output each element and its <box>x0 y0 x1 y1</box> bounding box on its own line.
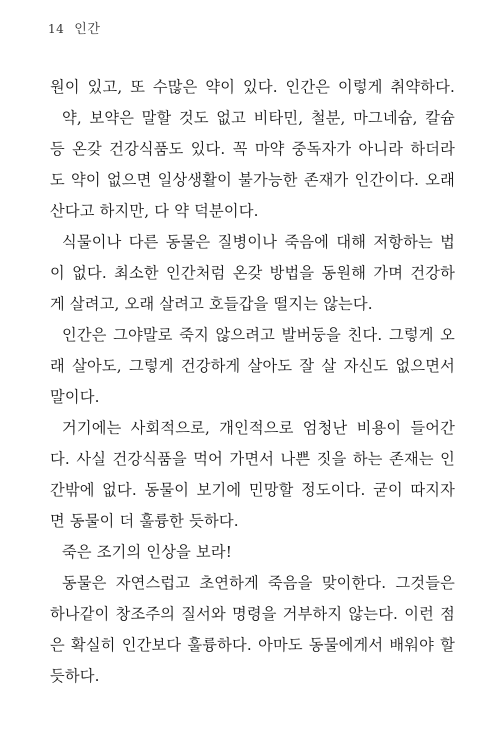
text-line: 거기에는 사회적으로, 개인적으로 엄청난 비용이 들어간 <box>62 419 455 437</box>
body-text <box>50 72 455 692</box>
section-title: 인간 <box>74 22 101 37</box>
running-head <box>48 18 100 37</box>
text-line: 하나같이 창조주의 질서와 명령을 거부하지 않는다. 이런 점 <box>50 605 455 623</box>
text-line: 산다고 하지만, 다 약 덕분이다. <box>50 202 259 220</box>
text-line: 래 살아도, 그렇게 건강하게 살아도 잘 살 자신도 없으면서 <box>50 357 455 375</box>
text-line: 약, 보약은 말할 것도 없고 비타민, 철분, 마그네슘, 칼슘 <box>62 109 455 127</box>
text-line: 원이 있고, 또 수많은 약이 있다. 인간은 이렇게 취약하다. <box>50 78 455 96</box>
text-line: 간밖에 없다. 동물이 보기에 민망할 정도이다. 굳이 따지자 <box>50 481 455 499</box>
text-line: 말이다. <box>50 388 100 406</box>
page-number: 14 <box>48 22 65 36</box>
text-line: 듯하다. <box>50 667 100 685</box>
text-line: 죽은 조기의 인상을 보라! <box>62 543 233 561</box>
text-line: 인간은 그야말로 죽지 않으려고 발버둥을 친다. 그렇게 오 <box>62 326 455 344</box>
text-line: 다. 사실 건강식품을 먹어 가면서 나쁜 짓을 하는 존재는 인 <box>50 450 455 468</box>
text-line: 동물은 자연스럽고 초연하게 죽음을 맞이한다. 그것들은 <box>62 574 455 592</box>
text-line: 식물이나 다른 동물은 질병이나 죽음에 대해 저항하는 법 <box>62 233 455 251</box>
text-line: 도 약이 없으면 일상생활이 불가능한 존재가 인간이다. 오래 <box>50 171 455 189</box>
text-line: 이 없다. 최소한 인간처럼 온갖 방법을 동원해 가며 건강하 <box>50 264 455 282</box>
text-line: 게 살려고, 오래 살려고 호들갑을 떨지는 않는다. <box>50 295 373 313</box>
text-line: 면 동물이 더 훌륭한 듯하다. <box>50 512 239 530</box>
text-line: 등 온갖 건강식품도 있다. 꼭 마약 중독자가 아니라 하더라 <box>50 140 455 158</box>
text-line: 은 확실히 인간보다 훌륭하다. 아마도 동물에게서 배워야 할 <box>50 636 455 654</box>
